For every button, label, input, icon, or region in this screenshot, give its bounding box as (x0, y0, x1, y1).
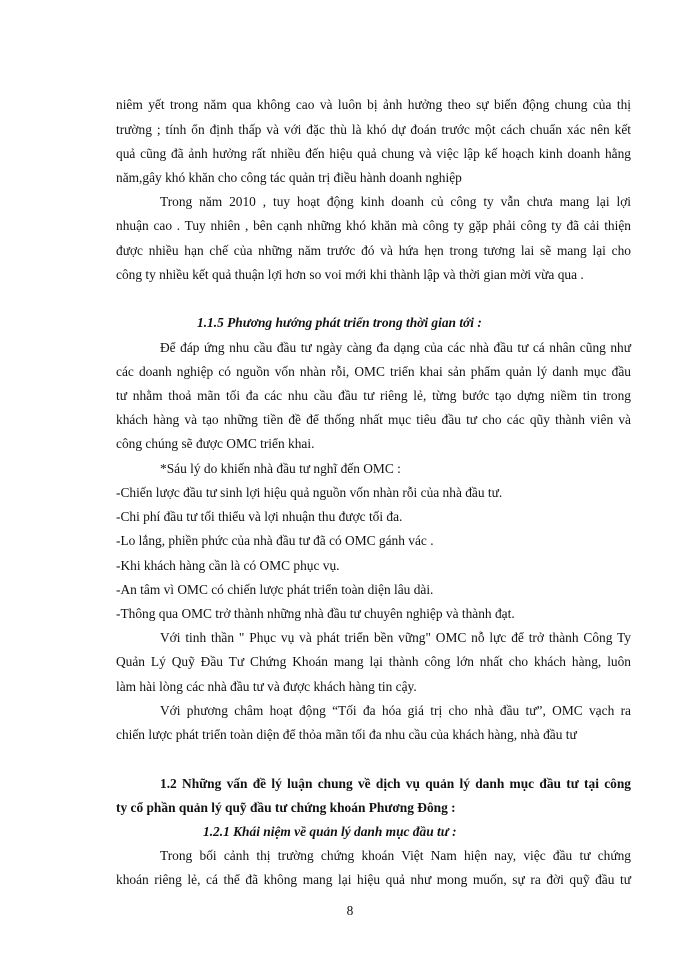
paragraph-line: các doanh nghiệp có nguồn vốn nhàn rỗi, OMC triển khai sản phẩm quản lý danh mục đầu (116, 364, 631, 379)
paragraph-line: Trong năm 2010 , tuy hoạt động kinh doanh củ công ty vẫn chưa mang lại lợi (160, 194, 631, 209)
paragraph-line: nhuận cao . Tuy nhiên , bên cạnh những khó khăn mà công ty gặp phải công ty đã cải thiện (116, 218, 631, 233)
list-heading: *Sáu lý do khiến nhà đầu tư nghĩ đến OMC : (160, 461, 401, 476)
list-item: -An tâm vì OMC có chiến lược phát triển toàn diện lâu dài. (116, 582, 434, 597)
paragraph-line: chiến lược phát triển toàn diện để thỏa mãn tối đa nhu cầu của khách hàng, nhà đầu tư (116, 727, 577, 742)
paragraph-line: được nhiều hạn chế của những năm trước đó và hứa hẹn trong tương lai sẽ mang lại cho (116, 243, 631, 258)
section-heading-1-2-1: 1.2.1 Khái niệm về quản lý danh mục đầu tư : (203, 824, 457, 839)
section-heading-1-1-5: 1.1.5 Phương hướng phát triển trong thời gian tới : (197, 315, 482, 330)
section-heading-1-2-cont: ty cổ phần quản lý quỹ đầu tư chứng khoán Phương Đông : (116, 800, 456, 815)
paragraph-line: công ty nhiều kết quả thuận lợi hơn so voi mới khi thành lập và thời gian mời vừa qua . (116, 267, 584, 282)
page-number: 8 (346, 903, 354, 918)
paragraph-line: Để đáp ứng nhu cầu đầu tư ngày càng đa dạng của các nhà đầu tư cá nhân cũng như (160, 340, 631, 355)
paragraph-line: niêm yết trong năm qua không cao và luôn bị ảnh hưởng theo sự biến động chung của thị (116, 97, 631, 112)
paragraph-line: khoán riêng lẻ, cá thể đã không mang lại hiệu quả như mong muốn, sự ra đời quỹ đầu tư (116, 872, 631, 887)
list-item: -Chi phí đầu tư tối thiểu và lợi nhuận thu được tối đa. (116, 509, 403, 524)
paragraph-line: Với tinh thần " Phục vụ và phát triển bền vững" OMC nỗ lực để trở thành Công Ty (160, 630, 631, 645)
section-heading-1-2: 1.2 Những vấn đề lý luận chung về dịch vụ quản lý danh mục đầu tư tại công (160, 776, 631, 791)
list-item: -Thông qua OMC trở thành những nhà đầu tư chuyên nghiệp và thành đạt. (116, 606, 515, 621)
paragraph-line: công chúng sẽ được OMC triển khai. (116, 436, 315, 451)
paragraph-line: tư nhằm thoả mãn tối đa các nhu cầu đầu tư riêng lẻ, từng bước tạo dựng niềm tin trong (116, 388, 631, 403)
list-item: -Lo lắng, phiền phức của nhà đầu tư đã có OMC gánh vác . (116, 533, 434, 548)
paragraph-line: khách hàng và tạo những tiền đề để thống nhất mục tiêu đầu tư cho các qũy thành viên và (116, 412, 631, 427)
list-item: -Khi khách hàng cần là có OMC phục vụ. (116, 558, 340, 573)
list-item: -Chiến lược đầu tư sinh lợi hiệu quả nguồn vốn nhàn rỗi của nhà đầu tư. (116, 485, 503, 500)
paragraph-line: trường ; tính ổn định thấp và với đặc thù là khó dự đoán trước một cách chuẩn xác nên kết (116, 122, 631, 137)
paragraph-line: làm hài lòng các nhà đầu tư và được khách hàng tin cậy. (116, 679, 417, 694)
paragraph-line: quả cũng đã ảnh hưởng rất nhiều đến hiệu quả chung và việc lập kế hoạch kinh doanh hằng (116, 146, 631, 161)
paragraph-line: năm,gây khó khăn cho công tác quản trị điều hành doanh nghiệp (116, 170, 462, 185)
paragraph-line: Trong bối cảnh thị trường chứng khoán Việt Nam hiện nay, việc đầu tư chứng (160, 848, 631, 863)
paragraph-line: Quản Lý Quỹ Đầu Tư Chứng Khoán mang lại thành công lớn nhất cho khách hàng, luôn (116, 654, 631, 669)
paragraph-line: Với phương châm hoạt động “Tối đa hóa giá trị cho nhà đầu tư”, OMC vạch ra (160, 703, 631, 718)
